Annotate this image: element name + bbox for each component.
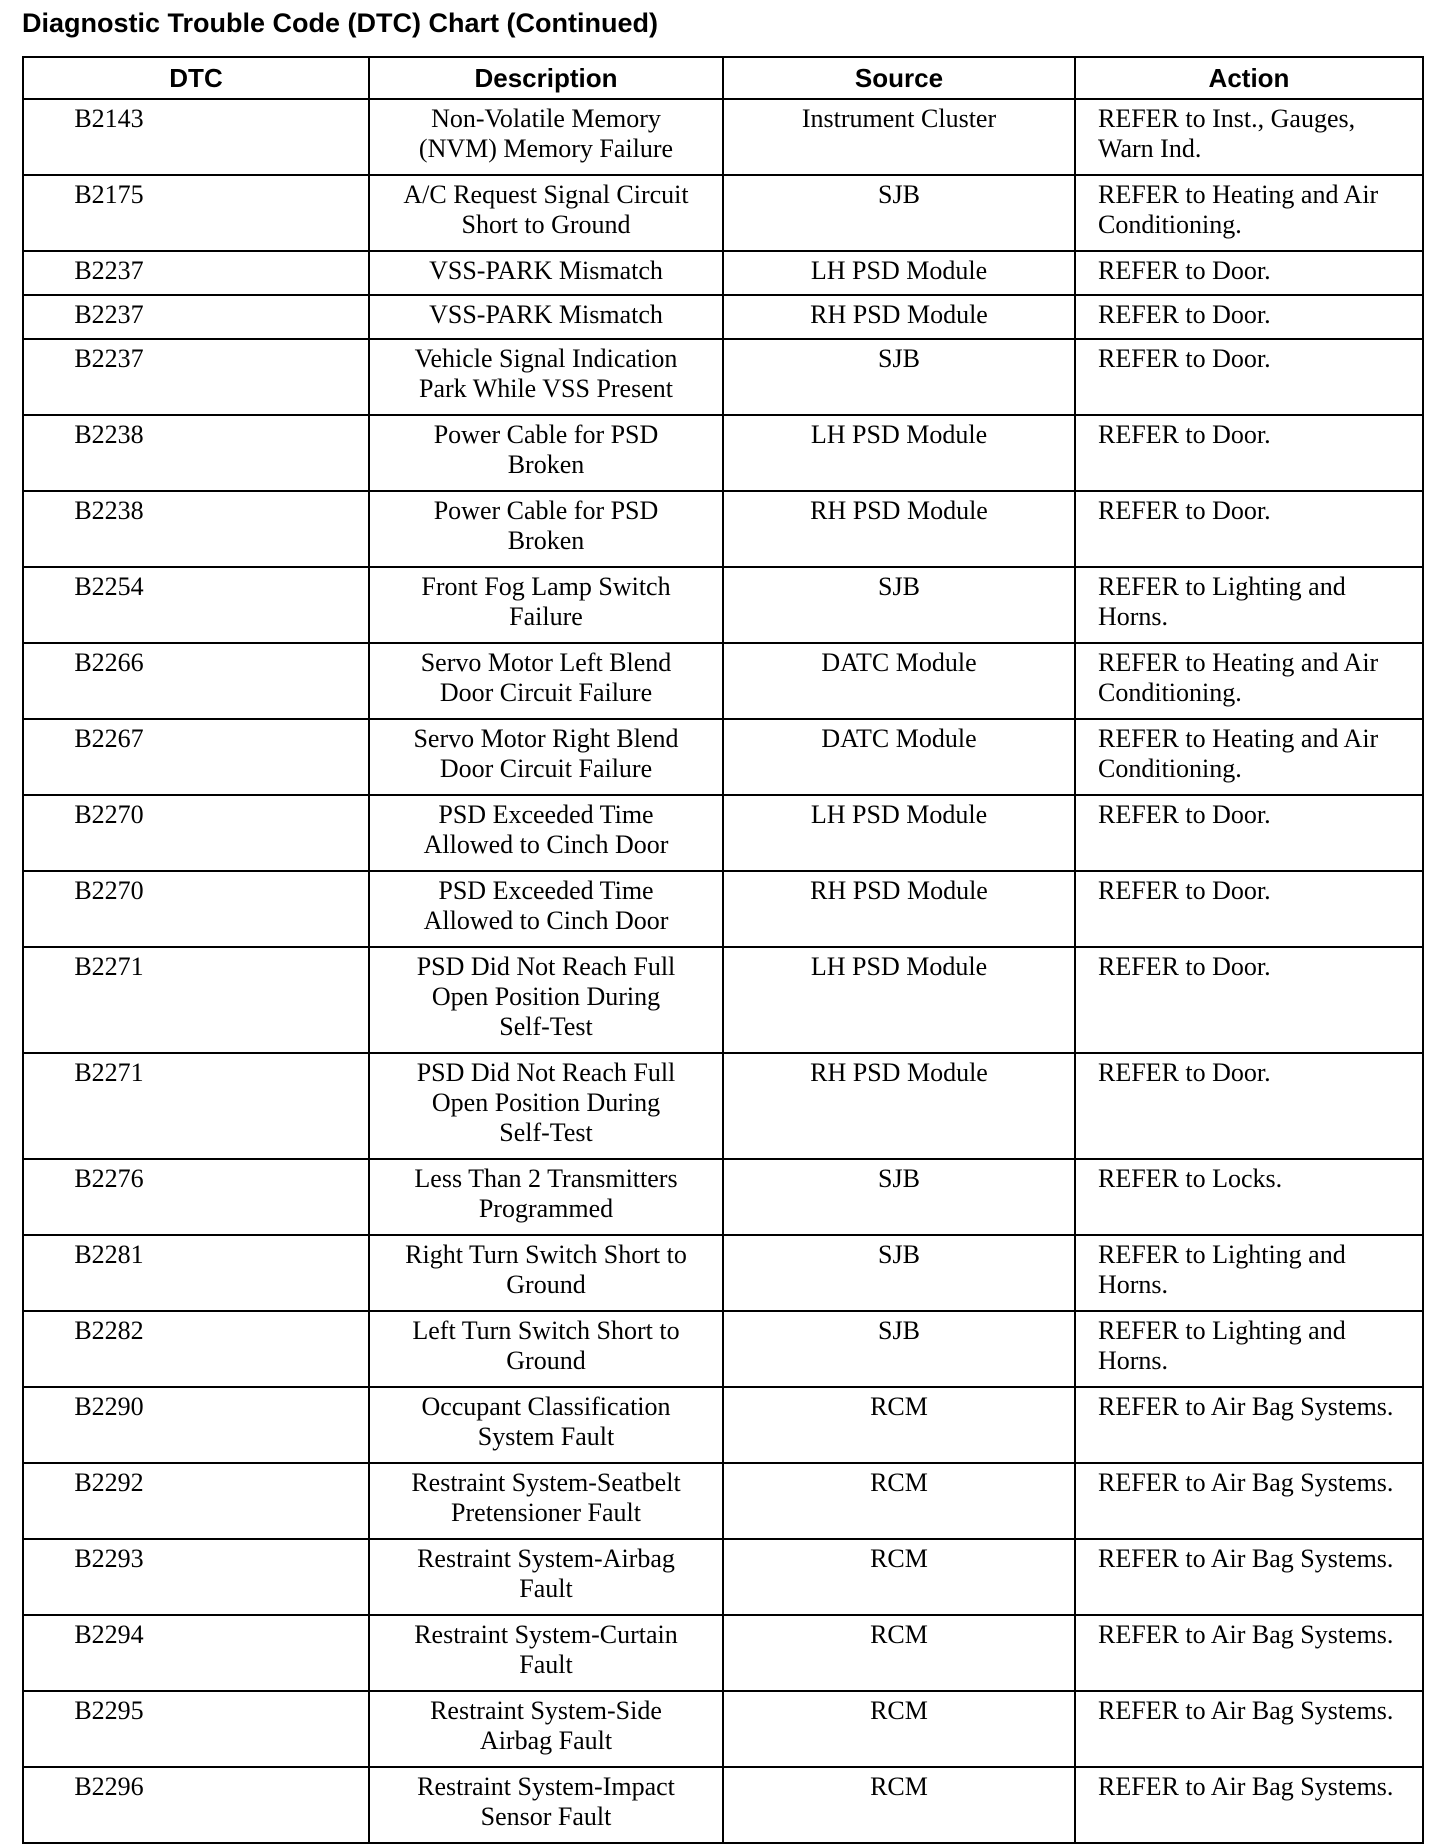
cell-source: LH PSD Module [723, 947, 1075, 1053]
cell-source: DATC Module [723, 719, 1075, 795]
cell-dtc: B2292 [23, 1463, 369, 1539]
cell-action: REFER to Air Bag Systems. [1075, 1539, 1423, 1615]
table-row [23, 719, 1423, 795]
cell-action: REFER to Air Bag Systems. [1075, 1767, 1423, 1843]
cell-action: REFER to Door. [1075, 339, 1423, 415]
table-row [23, 871, 1423, 947]
cell-dtc: B2237 [23, 295, 369, 339]
cell-dtc: B2270 [23, 871, 369, 947]
table-row [23, 1387, 1423, 1463]
table-row [23, 795, 1423, 871]
cell-dtc: B2276 [23, 1159, 369, 1235]
cell-description: VSS-PARK Mismatch [369, 251, 723, 295]
header-row [23, 57, 1423, 99]
cell-description: Power Cable for PSD Broken [369, 491, 723, 567]
cell-action: REFER to Door. [1075, 795, 1423, 871]
cell-description: PSD Did Not Reach Full Open Position During Self-Test [369, 947, 723, 1053]
cell-action: REFER to Door. [1075, 871, 1423, 947]
cell-action: REFER to Inst., Gauges, Warn Ind. [1075, 99, 1423, 175]
cell-description: Restraint System-Side Airbag Fault [369, 1691, 723, 1767]
cell-dtc: B2266 [23, 643, 369, 719]
cell-dtc: B2295 [23, 1691, 369, 1767]
cell-dtc: B2281 [23, 1235, 369, 1311]
cell-source: SJB [723, 1235, 1075, 1311]
table-row [23, 491, 1423, 567]
cell-action: REFER to Air Bag Systems. [1075, 1615, 1423, 1691]
table-row [23, 339, 1423, 415]
cell-action: REFER to Air Bag Systems. [1075, 1463, 1423, 1539]
table-row [23, 1539, 1423, 1615]
column-header-description: Description [369, 57, 723, 99]
cell-action: REFER to Heating and Air Conditioning. [1075, 719, 1423, 795]
cell-description: Servo Motor Right Blend Door Circuit Failure [369, 719, 723, 795]
cell-action: REFER to Air Bag Systems. [1075, 1691, 1423, 1767]
cell-dtc: B2237 [23, 339, 369, 415]
cell-source: RH PSD Module [723, 491, 1075, 567]
cell-source: SJB [723, 175, 1075, 251]
cell-action: REFER to Door. [1075, 947, 1423, 1053]
cell-description: Non-Volatile Memory (NVM) Memory Failure [369, 99, 723, 175]
cell-action: REFER to Heating and Air Conditioning. [1075, 643, 1423, 719]
table-body [23, 99, 1423, 1843]
cell-description: Restraint System-Airbag Fault [369, 1539, 723, 1615]
cell-source: RCM [723, 1387, 1075, 1463]
cell-action: REFER to Lighting and Horns. [1075, 567, 1423, 643]
cell-source: LH PSD Module [723, 795, 1075, 871]
cell-action: REFER to Door. [1075, 415, 1423, 491]
cell-dtc: B2267 [23, 719, 369, 795]
cell-description: Restraint System-Curtain Fault [369, 1615, 723, 1691]
page-title: Diagnostic Trouble Code (DTC) Chart (Continued) [22, 8, 658, 38]
table-row [23, 175, 1423, 251]
cell-source: LH PSD Module [723, 415, 1075, 491]
cell-dtc: B2254 [23, 567, 369, 643]
cell-action: REFER to Lighting and Horns. [1075, 1311, 1423, 1387]
cell-description: Right Turn Switch Short to Ground [369, 1235, 723, 1311]
cell-description: Power Cable for PSD Broken [369, 415, 723, 491]
cell-action: REFER to Air Bag Systems. [1075, 1387, 1423, 1463]
cell-description: Servo Motor Left Blend Door Circuit Failure [369, 643, 723, 719]
cell-dtc: B2175 [23, 175, 369, 251]
table-row [23, 1311, 1423, 1387]
cell-description: PSD Exceeded Time Allowed to Cinch Door [369, 871, 723, 947]
cell-dtc: B2290 [23, 1387, 369, 1463]
dtc-table [22, 56, 1424, 1844]
cell-description: Left Turn Switch Short to Ground [369, 1311, 723, 1387]
cell-action: REFER to Heating and Air Conditioning. [1075, 175, 1423, 251]
table-row [23, 1615, 1423, 1691]
cell-source: RCM [723, 1691, 1075, 1767]
table-row [23, 643, 1423, 719]
cell-action: REFER to Locks. [1075, 1159, 1423, 1235]
cell-dtc: B2143 [23, 99, 369, 175]
cell-dtc: B2270 [23, 795, 369, 871]
table-row [23, 1463, 1423, 1539]
cell-source: SJB [723, 567, 1075, 643]
cell-source: DATC Module [723, 643, 1075, 719]
cell-source: SJB [723, 1159, 1075, 1235]
table-row [23, 1691, 1423, 1767]
table-row [23, 415, 1423, 491]
table-row [23, 1053, 1423, 1159]
table-row [23, 1767, 1423, 1843]
cell-description: Restraint System-Impact Sensor Fault [369, 1767, 723, 1843]
cell-source: RCM [723, 1767, 1075, 1843]
cell-source: RH PSD Module [723, 295, 1075, 339]
cell-source: RCM [723, 1539, 1075, 1615]
cell-action: REFER to Door. [1075, 295, 1423, 339]
table-row [23, 251, 1423, 295]
cell-description: Front Fog Lamp Switch Failure [369, 567, 723, 643]
cell-description: Less Than 2 Transmitters Programmed [369, 1159, 723, 1235]
column-header-source: Source [723, 57, 1075, 99]
cell-dtc: B2271 [23, 947, 369, 1053]
table-row [23, 99, 1423, 175]
cell-action: REFER to Lighting and Horns. [1075, 1235, 1423, 1311]
cell-dtc: B2271 [23, 1053, 369, 1159]
cell-dtc: B2238 [23, 415, 369, 491]
cell-dtc: B2294 [23, 1615, 369, 1691]
cell-description: PSD Exceeded Time Allowed to Cinch Door [369, 795, 723, 871]
cell-action: REFER to Door. [1075, 491, 1423, 567]
column-header-action: Action [1075, 57, 1423, 99]
cell-source: LH PSD Module [723, 251, 1075, 295]
column-header-dtc: DTC [23, 57, 369, 99]
table-row [23, 1235, 1423, 1311]
cell-dtc: B2296 [23, 1767, 369, 1843]
cell-source: RCM [723, 1463, 1075, 1539]
cell-dtc: B2293 [23, 1539, 369, 1615]
table-row [23, 1159, 1423, 1235]
cell-source: SJB [723, 1311, 1075, 1387]
cell-source: RH PSD Module [723, 1053, 1075, 1159]
cell-dtc: B2238 [23, 491, 369, 567]
cell-description: Restraint System-Seatbelt Pretensioner Fault [369, 1463, 723, 1539]
cell-source: SJB [723, 339, 1075, 415]
cell-action: REFER to Door. [1075, 1053, 1423, 1159]
table-row [23, 947, 1423, 1053]
table-row [23, 295, 1423, 339]
cell-description: Vehicle Signal Indication Park While VSS Present [369, 339, 723, 415]
cell-source: RH PSD Module [723, 871, 1075, 947]
cell-description: VSS-PARK Mismatch [369, 295, 723, 339]
cell-description: PSD Did Not Reach Full Open Position During Self-Test [369, 1053, 723, 1159]
cell-description: Occupant Classification System Fault [369, 1387, 723, 1463]
cell-dtc: B2282 [23, 1311, 369, 1387]
table-row [23, 567, 1423, 643]
cell-source: RCM [723, 1615, 1075, 1691]
cell-action: REFER to Door. [1075, 251, 1423, 295]
cell-source: Instrument Cluster [723, 99, 1075, 175]
cell-dtc: B2237 [23, 251, 369, 295]
cell-description: A/C Request Signal Circuit Short to Ground [369, 175, 723, 251]
